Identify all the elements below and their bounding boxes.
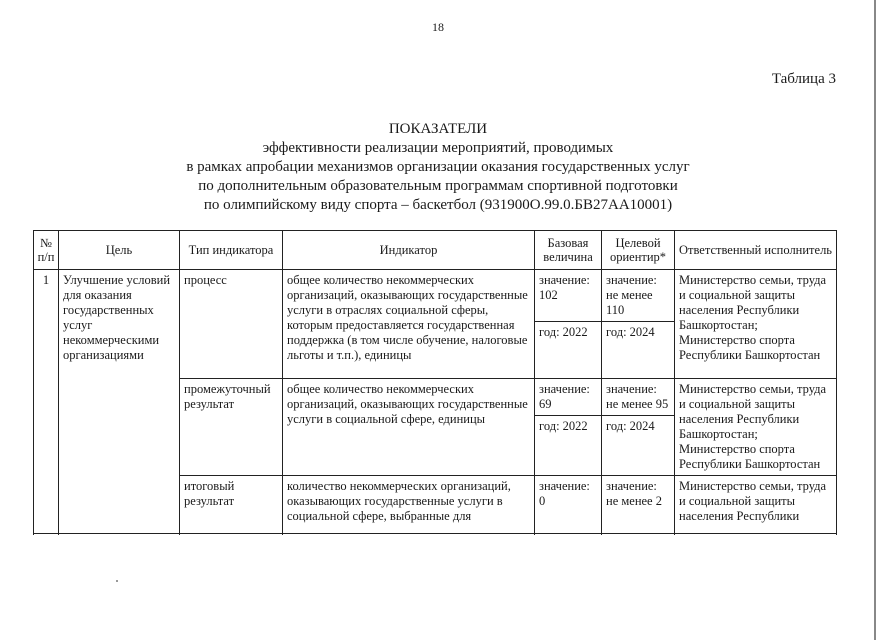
heading-line: в рамках апробации механизмов организации оказания государственных услуг [186,159,690,175]
cell-base-value: значение: 0 [535,476,602,534]
col-header-base-value: Базовая величина [535,231,602,270]
cell-indicator: общее количество некоммерческих организаций, оказывающих государственные услуги в отраслях социальной сферы, которым предоставляется государственная поддержка (в том числе обучение, налоговые льготы и т.п.), единицы [283,270,535,379]
cell-target-year: год: 2024 [602,416,675,476]
cell-num: 1 [34,270,59,534]
cell-base-value: значение: 102 [535,270,602,322]
cell-base-year: год: 2022 [535,322,602,379]
cell-base-value: значение: 69 [535,379,602,416]
page-number: 18 [432,20,444,34]
cell-indicator-type: промежуточный результат [180,379,283,476]
cell-indicator: количество некоммерческих организаций, оказывающих государственные услуги в социальной сфере, выбранные для [283,476,535,534]
cell-base-year: год: 2022 [535,416,602,476]
col-header-goal: Цель [59,231,180,270]
cell-target-value: значение: не менее 2 [602,476,675,534]
cell-indicator-type: процесс [180,270,283,379]
col-header-num: № п/п [34,231,59,270]
col-header-target: Целевой ориентир* [602,231,675,270]
table-label: Таблица 3 [771,71,836,87]
heading-title: ПОКАЗАТЕЛИ [388,121,488,137]
cell-indicator: общее количество некоммерческих организаций, оказывающих государственные услуги в социальной сфере, единицы [283,379,535,476]
heading-line: эффективности реализации мероприятий, проводимых [262,140,614,156]
cell-responsible: Министерство семьи, труда и социальной защиты населения Республики Башкортостан; Министерство спорта Республики Башкортостан [675,270,837,379]
col-header-indicator-type: Тип индикатора [180,231,283,270]
cell-target-year: год: 2024 [602,322,675,379]
col-header-indicator: Индикатор [283,231,535,270]
table-header-row [34,231,837,270]
cell-target-value: значение: не менее 95 [602,379,675,416]
cell-indicator-type: итоговый результат [180,476,283,534]
cell-responsible: Министерство семьи, труда и социальной защиты населения Республики [675,476,837,534]
table-row [34,270,837,322]
heading-line: по дополнительным образовательным программам спортивной подготовки [198,178,678,194]
col-header-responsible: Ответственный исполнитель [675,231,837,270]
indicators-table [33,230,837,534]
heading-line: по олимпийскому виду спорта – баскетбол (931900О.99.0.БВ27АА10001) [203,197,673,213]
document-heading [0,120,876,215]
cell-target-value: значение: не менее 110 [602,270,675,322]
cell-goal: Улучшение условий для оказания государственных услуг некоммерческими организациями [59,270,180,534]
cell-responsible: Министерство семьи, труда и социальной защиты населения Республики Башкортостан; Министерство спорта Республики Башкортостан [675,379,837,476]
scan-speck [116,580,118,582]
